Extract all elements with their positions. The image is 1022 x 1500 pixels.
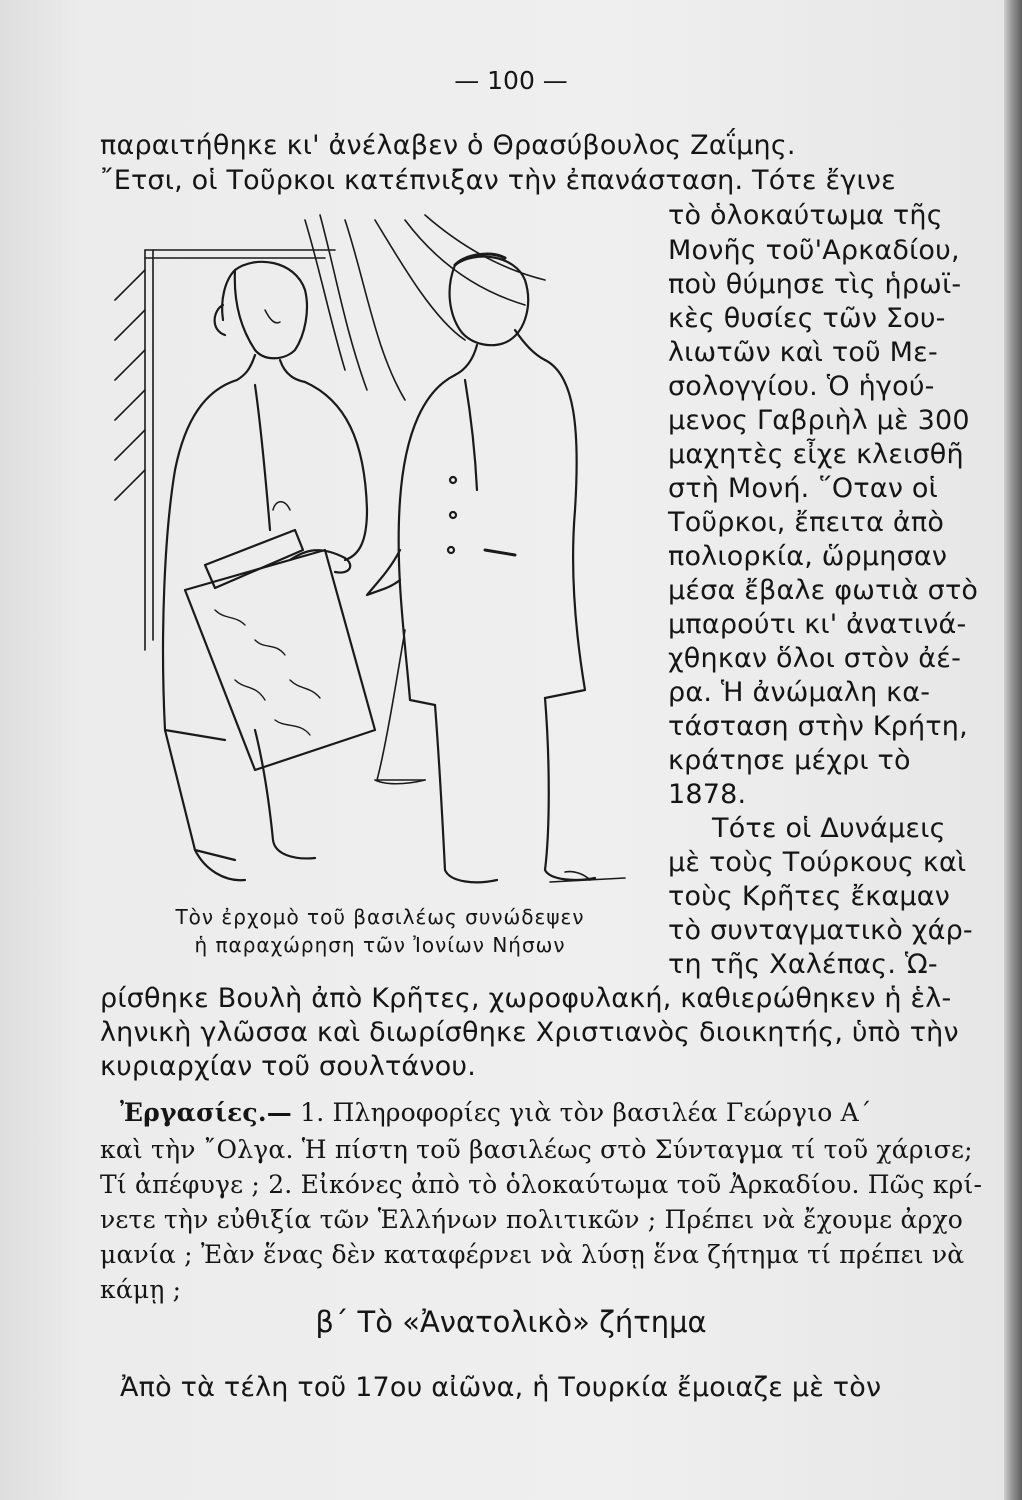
column-line: μὲ τοὺς Τούρκους καὶ xyxy=(668,847,967,878)
figure-caption-line: ἡ παραχώρηση τῶν Ἰονίων Νήσων xyxy=(194,933,566,957)
column-line: τη τῆς Χαλέπας. Ὡ- xyxy=(668,949,938,980)
left-figure xyxy=(163,262,375,880)
exercises-line: νετε τὴν εὐθιξία τῶν Ἑλλήνων πολιτικῶν ; Πρέπει νὰ ἔχουμε ἀρχο xyxy=(100,1205,964,1234)
page-number: — 100 — xyxy=(454,66,568,95)
text-line: παραιτήθηκε κι' ἀνέλαβεν ὁ Θρασύβουλος Ζαΐμης. xyxy=(100,130,796,161)
exercises-line: κάμῃ ; xyxy=(100,1275,182,1304)
column-line: πολιορκία, ὥρμησαν xyxy=(668,541,948,572)
exercises-line: Τί ἀπέφυγε ; 2. Εἰκόνες ἀπὸ τὸ ὁλοκαύτωμα τοῦ Ἀρκαδίου. Πῶς κρί- xyxy=(100,1170,983,1199)
column-line: μέσα ἔβαλε φωτιὰ στὸ xyxy=(668,575,979,606)
column-line: τάσταση στὴν Κρήτη, xyxy=(668,711,968,742)
column-line: μενος Γαβριὴλ μὲ 300 xyxy=(668,405,970,436)
section-title: β΄ Τὸ «Ἀνατολικὸ» ζήτημα xyxy=(315,1305,707,1339)
column-line: στὴ Μονή. ῞Οταν οἱ xyxy=(668,473,938,504)
text-line: ληνικὴ γλῶσσα καὶ διωρίσθηκε Χριστιανὸς διοικητής, ὑπὸ τὴν xyxy=(100,1017,959,1048)
text-line: ῎Ετσι, οἱ Τοῦρκοι κατέπνιξαν τὴν ἐπανάσταση. Τότε ἔγινε xyxy=(100,165,896,196)
column-line: τὸ ὁλοκαύτωμα τῆς xyxy=(668,200,943,231)
illustration-two-men xyxy=(105,210,645,900)
column-line: κὲς θυσίες τῶν Σου- xyxy=(668,303,946,334)
background-figure xyxy=(375,630,425,784)
exercises-line: καὶ τὴν ῎Ολγα. Ἡ πίστη τοῦ βασιλέως στὸ Σύνταγμα τί τοῦ χάρισε; xyxy=(100,1135,973,1164)
exercises-line: μανία ; Ἐὰν ἕνας δὲν καταφέρνει νὰ λύσῃ ἕνα ζήτημα τί πρέπει νὰ xyxy=(100,1240,965,1269)
column-line: 1878. xyxy=(668,779,747,810)
right-figure xyxy=(367,254,595,882)
text-line: κυριαρχίαν τοῦ σουλτάνου. xyxy=(100,1051,477,1082)
column-line: ποὺ θύμησε τὶς ἡρωϊ- xyxy=(668,269,962,300)
exercises-text: 1. Πληροφορίες γιὰ τὸν βασιλέα Γεώργιο Α΄ xyxy=(300,1098,872,1127)
column-line: σολογγίου. Ὁ ἡγού- xyxy=(668,371,935,402)
background-frame xyxy=(115,215,545,650)
column-line: τοὺς Κρῆτες ἔκαμαν xyxy=(668,881,951,912)
column-line: κράτησε μέχρι τὸ xyxy=(668,745,911,776)
column-line: Μονῆς τοῦ'Αρκαδίου, xyxy=(668,235,960,266)
column-line: λιωτῶν καὶ τοῦ Με- xyxy=(668,337,938,368)
exercises-line xyxy=(120,1098,872,1127)
page-binding-edge xyxy=(1004,0,1022,1500)
column-line: Τοῦρκοι, ἔπειτα ἀπὸ xyxy=(668,507,945,538)
column-line: μπαρούτι κι' ἀνατινά- xyxy=(668,609,967,640)
column-line: τὸ συνταγματικὸ χάρ- xyxy=(668,915,973,946)
text-line: Ἀπὸ τὰ τέλη τοῦ 17ου αἰῶνα, ἡ Τουρκία ἔμοιαζε μὲ τὸν xyxy=(120,1372,882,1403)
column-line: μαχητὲς εἶχε κλεισθῆ xyxy=(668,439,964,470)
column-line: ρα. Ἡ ἀνώμαλη κα- xyxy=(668,677,931,708)
column-line: χθηκαν ὅλοι στὸν ἀέ- xyxy=(668,643,962,674)
text-line: ρίσθηκε Βουλὴ ἀπὸ Κρῆτες, χωροφυλακή, καθιερώθηκεν ἡ ἑλ- xyxy=(100,983,952,1014)
column-line: Τότε οἱ Δυνάμεις xyxy=(712,813,946,844)
exercises-heading: Ἐργασίες.— xyxy=(120,1098,292,1127)
figure-caption-line: Τὸν ἐρχομὸ τοῦ βασιλέως συνώδεψεν xyxy=(175,905,585,929)
